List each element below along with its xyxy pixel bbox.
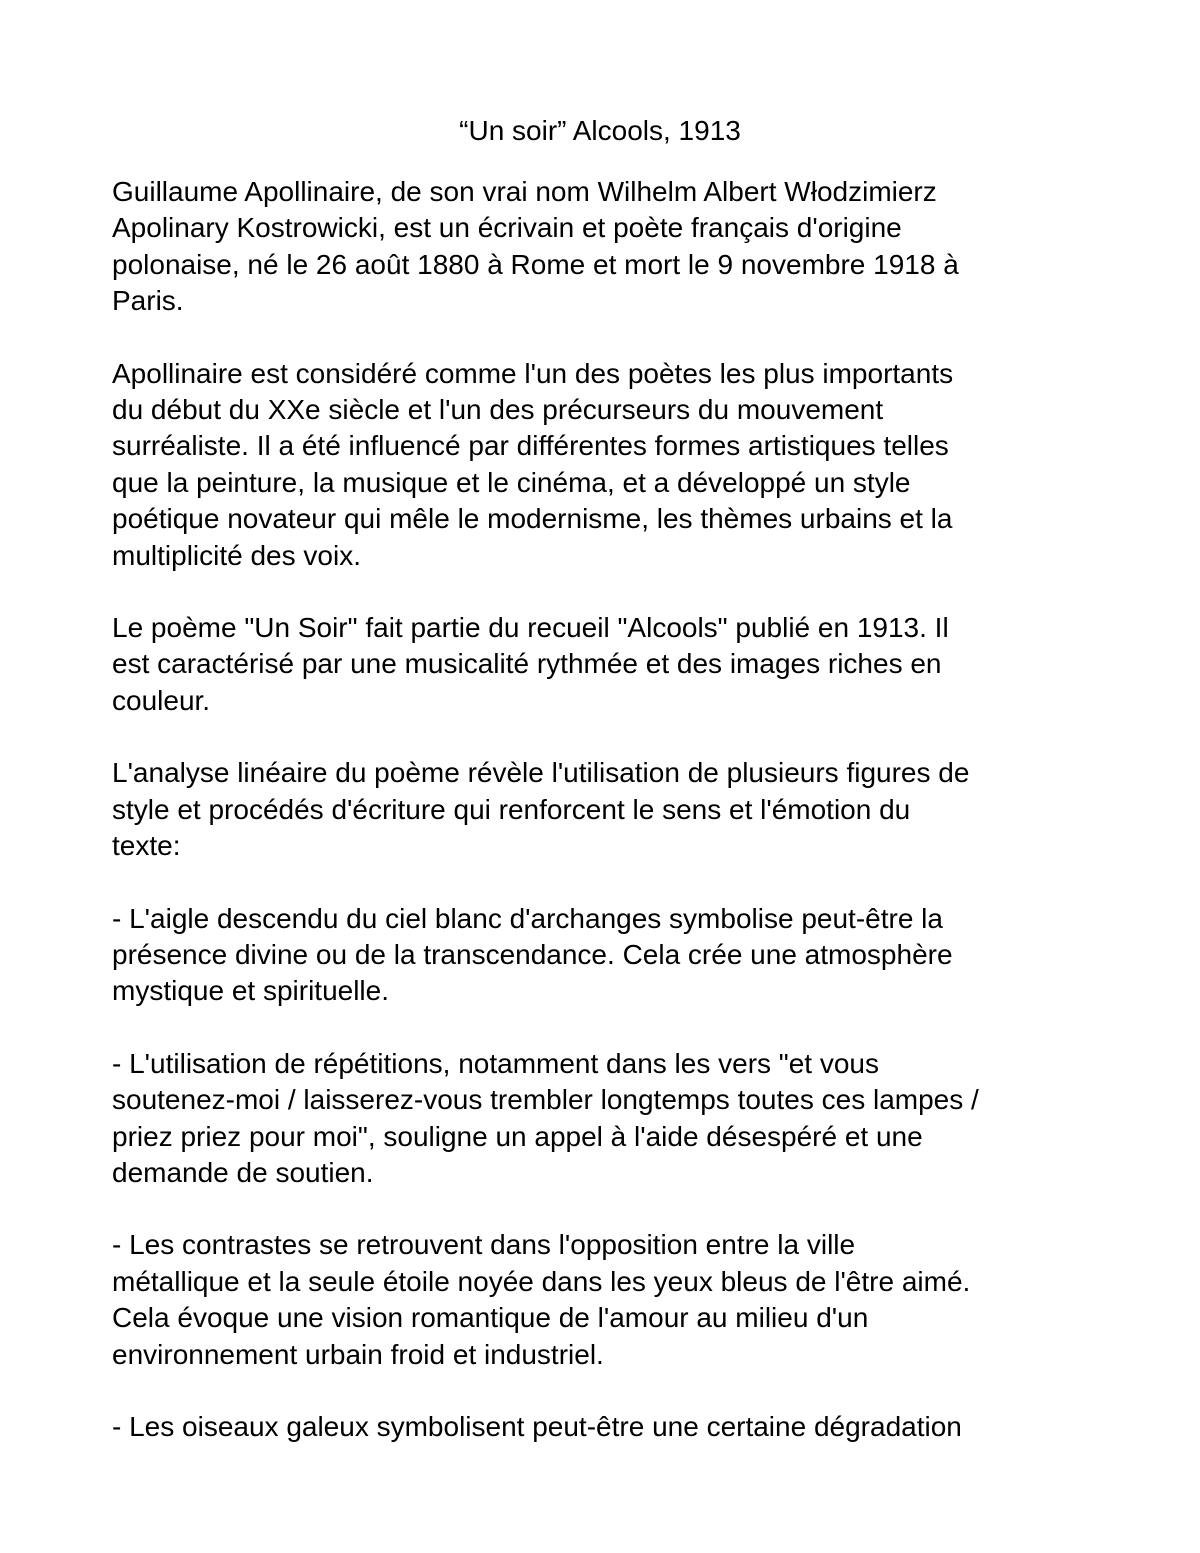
text-line: poétique novateur qui mêle le modernisme, les thèmes urbains et la xyxy=(112,503,953,535)
text-line: priez priez pour moi", souligne un appel à l'aide désespéré et une xyxy=(112,1120,923,1152)
text-line: que la peinture, la musique et le cinéma, et a développé un style xyxy=(112,466,911,498)
document-body xyxy=(112,174,1112,1481)
paragraph-analysis-intro xyxy=(112,755,1112,864)
text-line: Apolinary Kostrowicki, est un écrivain et poète français d'origine xyxy=(112,212,902,244)
text-line: demande de soutien. xyxy=(112,1156,374,1188)
text-line: surréaliste. Il a été influencé par différentes formes artistiques telles xyxy=(112,430,949,462)
text-line: du début du XXe siècle et l'un des précurseurs du mouvement xyxy=(112,394,884,426)
text-line: L'analyse linéaire du poème révèle l'utilisation de plusieurs figures de xyxy=(112,757,970,789)
text-line: style et procédés d'écriture qui renforcent le sens et l'émotion du xyxy=(112,793,911,825)
paragraph-birds xyxy=(112,1409,1112,1445)
paragraph-contrasts xyxy=(112,1227,1112,1373)
text-line: environnement urbain froid et industriel. xyxy=(112,1338,604,1370)
text-line: - Les oiseaux galeux symbolisent peut-être une certaine dégradation xyxy=(112,1410,962,1442)
text-line: couleur. xyxy=(112,684,211,716)
text-line: texte: xyxy=(112,830,181,862)
text-line: mystique et spirituelle. xyxy=(112,975,390,1007)
text-line: - L'utilisation de répétitions, notamment dans les vers "et vous xyxy=(112,1047,880,1079)
text-line: soutenez-moi / laisserez-vous trembler longtemps toutes ces lampes / xyxy=(112,1084,979,1116)
text-line: Paris. xyxy=(112,285,184,317)
paragraph-poem-intro xyxy=(112,610,1112,719)
text-line: Guillaume Apollinaire, de son vrai nom Wilhelm Albert Włodzimierz xyxy=(112,176,937,207)
text-line: - Les contrastes se retrouvent dans l'opposition entre la ville xyxy=(112,1229,856,1261)
text-line: Cela évoque une vision romantique de l'amour au milieu d'un xyxy=(112,1302,869,1334)
text-line: est caractérisé par une musicalité rythmée et des images riches en xyxy=(112,648,942,680)
text-line: Le poème "Un Soir" fait partie du recueil "Alcools" publié en 1913. Il xyxy=(112,612,949,644)
text-line: Apollinaire est considéré comme l'un des poètes les plus importants xyxy=(112,357,954,389)
paragraph-biography xyxy=(112,174,1112,320)
text-line: polonaise, né le 26 août 1880 à Rome et mort le 9 novembre 1918 à xyxy=(112,248,959,280)
paragraph-importance xyxy=(112,356,1112,574)
text-line: multiplicité des voix. xyxy=(112,539,361,571)
paragraph-repetitions xyxy=(112,1046,1112,1192)
text-line: présence divine ou de la transcendance. Cela crée une atmosphère xyxy=(112,938,953,970)
paragraph-eagle xyxy=(112,901,1112,1010)
document-title: “Un soir” Alcools, 1913 xyxy=(459,115,741,146)
text-line: métallique et la seule étoile noyée dans les yeux bleus de l'être aimé. xyxy=(112,1265,971,1297)
text-line: - L'aigle descendu du ciel blanc d'archanges symbolise peut-être la xyxy=(112,902,943,934)
